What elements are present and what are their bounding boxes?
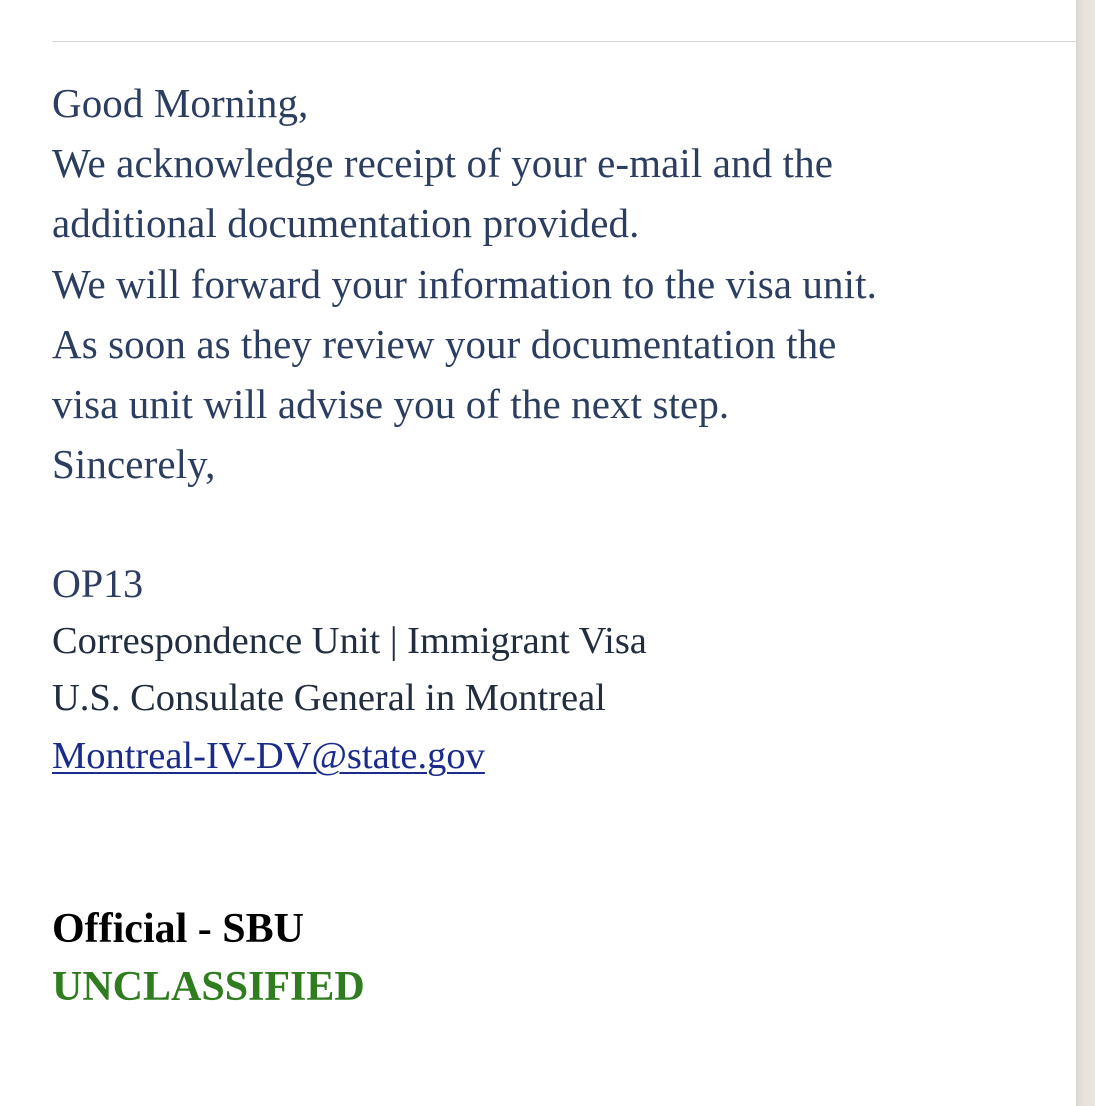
closing: Sincerely, [52, 441, 216, 488]
signature-name: OP13 [52, 561, 144, 606]
classification-block [52, 900, 365, 1016]
signature-unit: Correspondence Unit | Immigrant Visa [52, 619, 647, 662]
body-line: visa unit will advise you of the next step. [52, 381, 730, 428]
signature-office: U.S. Consulate General in Montreal [52, 677, 606, 720]
classification-status: UNCLASSIFIED [52, 964, 365, 1010]
body-line: As soon as they review your documentation the [52, 320, 837, 367]
header-divider [52, 41, 1077, 42]
message-body [52, 73, 1062, 494]
greeting: Good Morning, [52, 80, 309, 126]
body-line: additional documentation provided. [52, 200, 640, 247]
signature-block [52, 555, 647, 785]
classification-label: Official - SBU [52, 906, 304, 952]
body-line: We will forward your information to the visa unit. [52, 260, 877, 307]
signature-email-link[interactable]: Montreal-IV-DV@state.gov [52, 734, 485, 777]
body-line: We acknowledge receipt of your e-mail and the [52, 140, 833, 187]
scrollbar-track[interactable] [1076, 0, 1095, 1106]
